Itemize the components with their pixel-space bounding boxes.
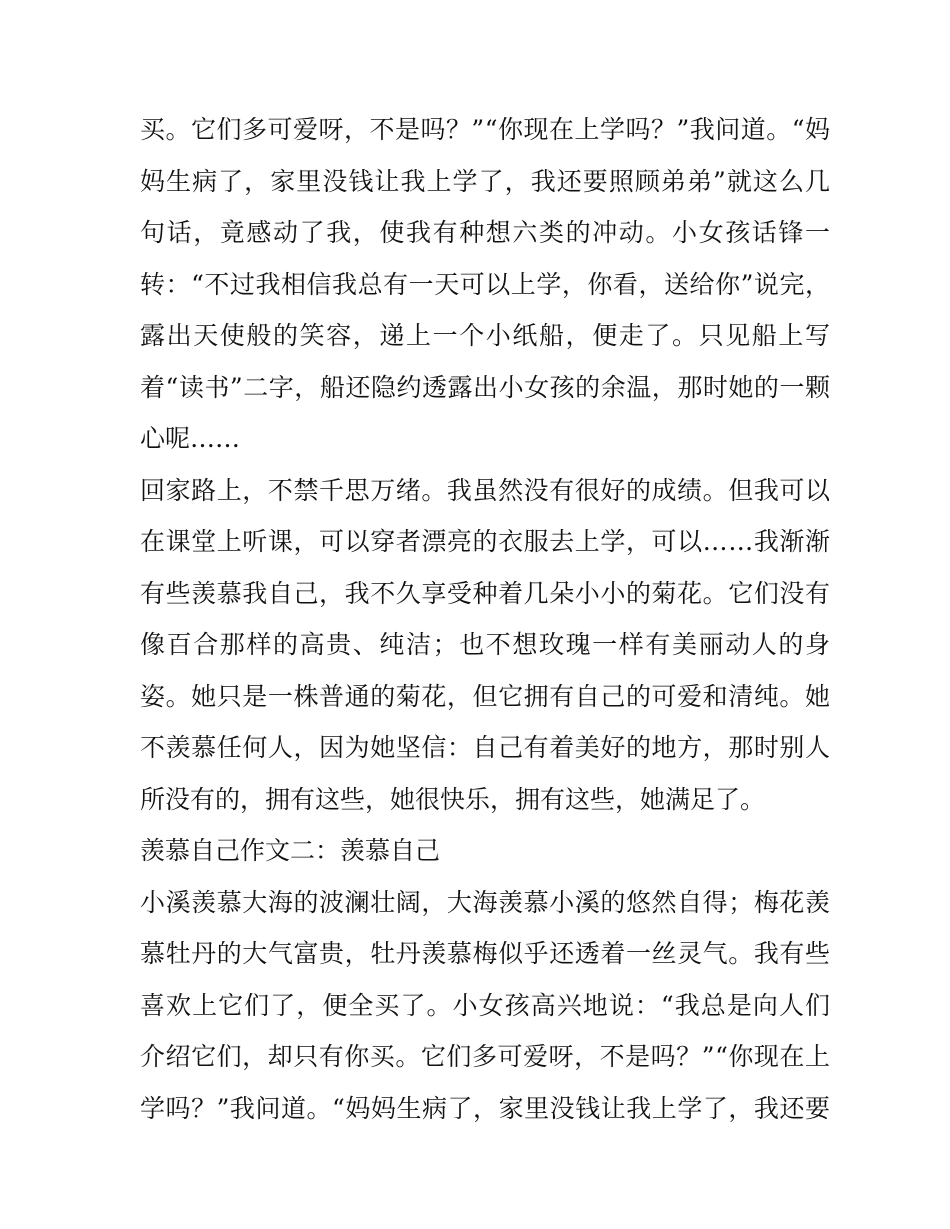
text-line: 在课堂上听课，可以穿者漂亮的衣服去上学，可以……我渐渐 [140, 527, 831, 556]
section-heading: 羡慕自己作文二：羡慕自己 [140, 836, 441, 865]
text-line: 露出天使般的笑容，递上一个小纸船，便走了。只见船上写 [140, 321, 832, 350]
text-line: 介绍它们，却只有你买。它们多可爱呀，不是吗？”“你现在上 [140, 1042, 831, 1071]
text-line: 回家路上，不禁千思万绪。我虽然没有很好的成绩。但我可以 [140, 475, 831, 505]
text-line: 慕牡丹的大气富贵，牡丹羡慕梅似乎还透着一丝灵气。我有些 [140, 939, 831, 968]
text-line: 有些羡慕我自己，我不久享受种着几朵小小的菊花。它们没有 [140, 578, 831, 608]
text-line: 学吗？”我问道。“妈妈生病了，家里没钱让我上学了，我还要 [140, 1093, 831, 1123]
text-line: 心呢…… [140, 424, 241, 453]
text-line: 着“读书”二字，船还隐约透露出小女孩的余温，那时她的一颗 [140, 372, 831, 402]
text-line: 不羡慕任何人，因为她坚信：自己有着美好的地方，那时别人 [140, 733, 831, 762]
text-line: 姿。她只是一株普通的菊花，但它拥有自己的可爱和清纯。她 [140, 681, 831, 711]
text-line: 买。它们多可爱呀，不是吗？”“你现在上学吗？”我问道。“妈 [140, 115, 831, 144]
text-line: 像百合那样的高贵、纯洁；也不想玫瑰一样有美丽动人的身 [140, 630, 832, 659]
body-text [140, 104, 830, 1134]
text-line: 句话，竟感动了我，使我有种想六类的冲动。小女孩话锋一 [140, 218, 832, 247]
text-line: 小溪羡慕大海的波澜壮阔，大海羡慕小溪的悠然自得；梅花羡 [140, 887, 831, 917]
text-line: 转：“不过我相信我总有一天可以上学，你看，送给你”说完， [140, 269, 831, 299]
text-line: 喜欢上它们了，便全买了。小女孩高兴地说：“我总是向人们 [140, 990, 832, 1020]
text-line: 所没有的，拥有这些，她很快乐，拥有这些，她满足了。 [140, 784, 766, 814]
text-line: 妈生病了，家里没钱让我上学了，我还要照顾弟弟”就这么几 [140, 166, 832, 196]
